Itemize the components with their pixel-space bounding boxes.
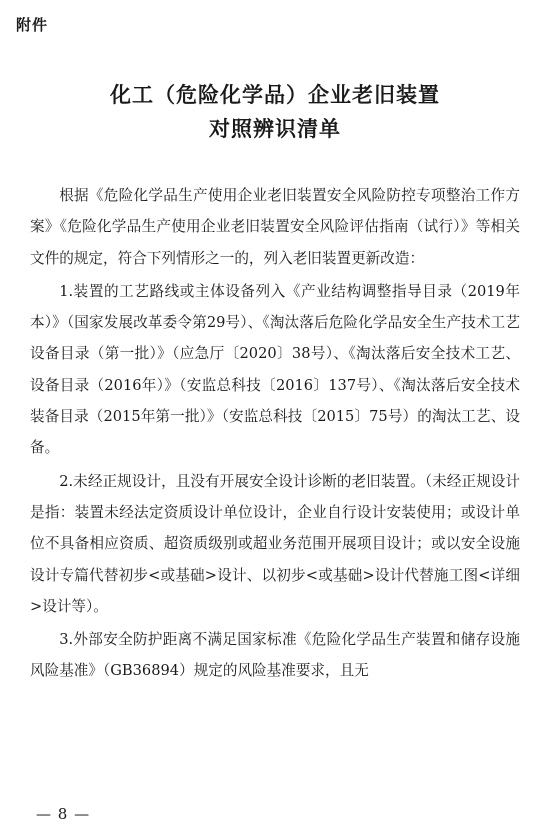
paragraph-item-1: 1.装置的工艺路线或主体设备列入《产业结构调整指导目录（2019年本）》（国家发展改革委令第29号）、《淘汰落后危险化学品安全生产技术工艺设备目录（第一批）》（应急厅〔2020〕38号）、《淘汰落后安全技术工艺、设备目录（2016年）》（安监总科技〔2016〕137号）、《淘汰落后安全技术装备目录（2015年第一批）》（安监总科技〔2015〕75号）的淘汰工艺、设备。 <box>30 282 520 457</box>
title-line-1: 化工（危险化学品）企业老旧装置 <box>110 83 440 107</box>
page-number: — 8 — <box>36 805 91 823</box>
document-title <box>0 78 550 146</box>
document-body <box>30 180 520 687</box>
attachment-label: 附件 <box>16 16 49 34</box>
title-line-2: 对照辨识清单 <box>209 117 341 141</box>
paragraph-item-3: 3.外部安全防护距离不满足国家标准《危险化学品生产装置和储存设施风险基准》（GB36894）规定的风险基准要求，且无 <box>30 631 520 680</box>
paragraph-intro: 根据《危险化学品生产使用企业老旧装置安全风险防控专项整治工作方案》《危险化学品生产使用企业老旧装置安全风险评估指南（试行）》等相关文件的规定，符合下列情形之一的，列入老旧装置更新改造： <box>30 187 520 267</box>
paragraph-item-2: 2.未经正规设计，且没有开展安全设计诊断的老旧装置。（未经正规设计是指：装置未经法定资质设计单位设计，企业自行设计安装使用；或设计单位不具备相应资质、超资质级别或超业务范围开展项目设计；或以安全设施设计专篇代替初步<或基础>设计、以初步<或基础>设计代替施工图<详细>设计等）。 <box>30 472 520 615</box>
